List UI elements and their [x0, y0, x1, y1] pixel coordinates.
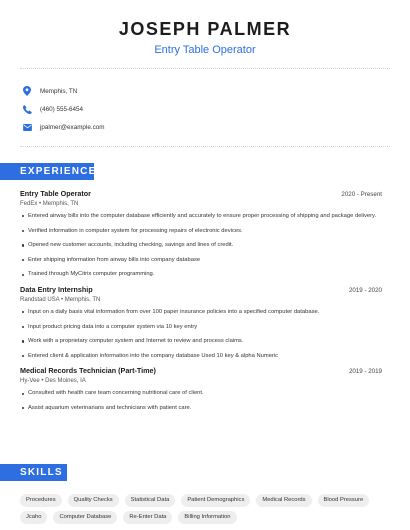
- skill-chip: Jcaho: [20, 511, 47, 524]
- header-divider: [20, 68, 390, 69]
- job-entry: [20, 189, 382, 279]
- job-title: Medical Records Technician (Part-Time): [20, 366, 156, 376]
- job-company: FedEx • Memphis, TN: [20, 201, 79, 207]
- map-pin-icon: [20, 84, 34, 98]
- experience-list: [20, 189, 382, 419]
- job-dates: 2019 - 2020: [348, 286, 382, 294]
- resume-header: [0, 0, 410, 57]
- job-title: Entry Table Operator: [20, 189, 91, 198]
- job-bullet: Input on a daily basis vital information from over 100 paper insurance policies into a specified computer database.: [20, 308, 382, 316]
- skill-chip: Procedures: [20, 494, 62, 507]
- skill-chip: Patient Demographics: [181, 494, 250, 507]
- phone-icon: [20, 102, 34, 116]
- job-bullet: Assist aquarium veterinarians and technicians with patient care.: [20, 404, 382, 412]
- skill-chip: Statistical Data: [125, 494, 176, 507]
- job-dates: 2020 - Present: [341, 191, 382, 198]
- job-company: Hy-Vee • Des Moines, IA: [20, 378, 86, 385]
- job-bullet: Enter shipping information from airway bills into company database: [20, 256, 382, 264]
- job-bullets: [20, 389, 382, 412]
- contact-location-text: Memphis, TN: [40, 87, 78, 95]
- contact-email[interactable]: [20, 118, 390, 136]
- contact-email-text[interactable]: jpalmer@example.com: [40, 123, 105, 131]
- contact-divider: [20, 146, 390, 147]
- contact-phone: [20, 100, 390, 118]
- job-title: Data Entry Internship: [20, 284, 93, 294]
- skill-chip: Re-Enter Data: [123, 511, 172, 524]
- skill-chip: Computer Database: [53, 511, 117, 524]
- job-bullet: Work with a proprietary computer system and Internet to review and process claims.: [20, 337, 382, 345]
- job-dates: 2019 - 2019: [348, 368, 382, 376]
- skill-chip: Billing Information: [178, 511, 236, 524]
- job-entry: [20, 366, 382, 412]
- job-bullet: Trained through MyCitrix computer programming.: [20, 270, 382, 278]
- envelope-icon: [20, 120, 34, 134]
- skill-chip: Medical Records: [256, 494, 311, 507]
- job-bullets: [20, 212, 382, 279]
- job-bullet: Verified information in computer system for processing repairs of electronic devices.: [20, 227, 382, 235]
- job-entry: [20, 285, 382, 360]
- contact-list: [20, 82, 390, 136]
- job-bullet: Opened new customer accounts, including checking, savings and lines of credit.: [20, 241, 382, 249]
- job-company: Randstad USA • Memphis, TN: [20, 296, 101, 303]
- skill-chip: Quality Checks: [68, 494, 119, 507]
- candidate-title: Entry Table Operator: [154, 44, 256, 56]
- job-bullets: [20, 308, 382, 360]
- job-bullet: Input product pricing data into a computer system via 10 key entry: [20, 323, 382, 331]
- job-bullet: Entered client & application information into the company database Used 10 key & alpha Numeric: [20, 352, 382, 360]
- section-skills-heading: SKILLS: [0, 464, 67, 481]
- job-bullet: Entered airway bills into the computer database efficiently and accurately to ensure proper processing of shipping and package delivery.: [20, 212, 382, 220]
- skill-chip: Blood Pressure: [318, 494, 370, 507]
- job-bullet: Consulted with health care team concerning nutritional care of client.: [20, 389, 382, 397]
- contact-location: [20, 82, 390, 100]
- contact-phone-text: (460) 555-6454: [40, 105, 84, 113]
- skills-list: [20, 494, 390, 524]
- candidate-name: JOSEPH PALMER: [118, 19, 292, 39]
- section-experience-heading: EXPERIENCE: [0, 163, 94, 180]
